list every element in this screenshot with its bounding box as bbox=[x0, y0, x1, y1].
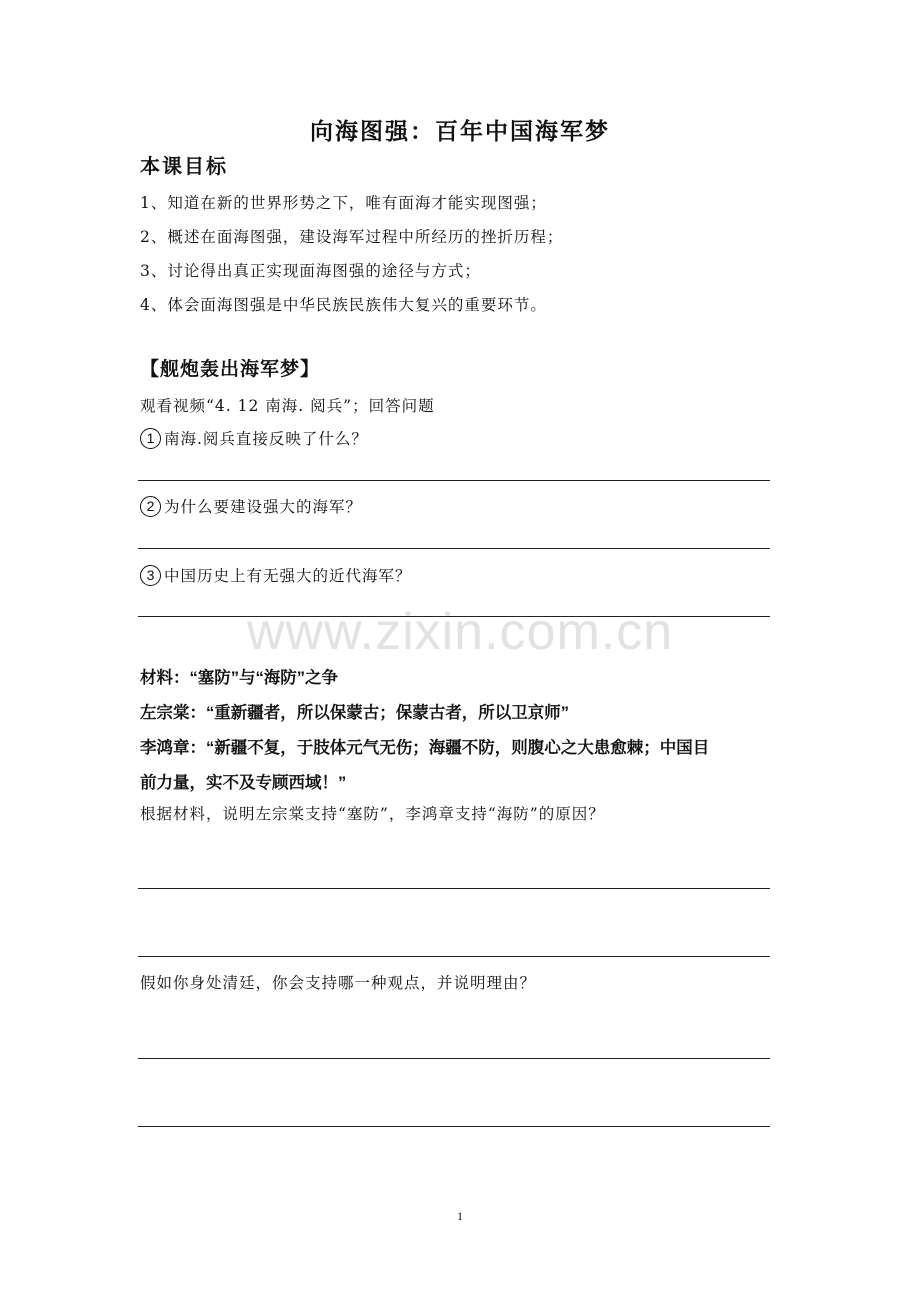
material-quote-zuo: 左宗棠：“重新疆者，所以保蒙古；保蒙古者，所以卫京师” bbox=[140, 704, 569, 722]
answer-line-7[interactable] bbox=[138, 1126, 770, 1127]
question-3-text: 中国历史上有无强大的近代海军？ bbox=[164, 567, 412, 585]
objective-item-3: 3、讨论得出真正实现面海图强的途径与方式； bbox=[140, 262, 481, 280]
question-1-text: 南海.阅兵直接反映了什么？ bbox=[164, 430, 368, 448]
material-question-2: 假如你身处清廷，你会支持哪一种观点，并说明理由？ bbox=[140, 974, 537, 992]
circled-number-1: 1 bbox=[140, 428, 161, 449]
page-title: 向海图强：百年中国海军梦 bbox=[310, 118, 610, 145]
section-intro: 观看视频“4. 12 南海. 阅兵”；回答问题 bbox=[140, 397, 435, 415]
material-question-1: 根据材料，说明左宗棠支持“塞防”，李鸿章支持“海防”的原因？ bbox=[140, 805, 605, 823]
answer-line-4[interactable] bbox=[138, 888, 770, 889]
answer-line-5[interactable] bbox=[138, 956, 770, 957]
material-quote-li-line2: 前力量，实不及专顾西域！” bbox=[140, 774, 347, 792]
question-1 bbox=[140, 427, 368, 449]
page-number: 1 bbox=[457, 1209, 463, 1223]
question-2-text: 为什么要建设强大的海军？ bbox=[164, 498, 363, 516]
circled-number-2: 2 bbox=[140, 496, 161, 517]
objective-item-1: 1、知道在新的世界形势之下，唯有面海才能实现图强； bbox=[140, 194, 547, 212]
objective-item-4: 4、体会面海图强是中华民族民族伟大复兴的重要环节。 bbox=[140, 296, 547, 314]
answer-line-2[interactable] bbox=[138, 548, 770, 549]
answer-line-6[interactable] bbox=[138, 1058, 770, 1059]
question-2 bbox=[140, 495, 362, 517]
material-label: 材料：“塞防”与“海防”之争 bbox=[140, 669, 338, 687]
answer-line-1[interactable] bbox=[138, 480, 770, 481]
section-heading: 【舰炮轰出海军梦】 bbox=[140, 358, 321, 380]
question-3 bbox=[140, 564, 412, 586]
objective-item-2: 2、概述在面海图强，建设海军过程中所经历的挫折历程； bbox=[140, 228, 564, 246]
circled-number-3: 3 bbox=[140, 565, 161, 586]
watermark: www.zixin.com.cn bbox=[246, 603, 674, 661]
material-quote-li-line1: 李鸿章：“新疆不复，于肢体元气无伤；海疆不防，则腹心之大患愈棘；中国目 bbox=[140, 739, 710, 757]
objectives-heading: 本课目标 bbox=[140, 154, 228, 178]
